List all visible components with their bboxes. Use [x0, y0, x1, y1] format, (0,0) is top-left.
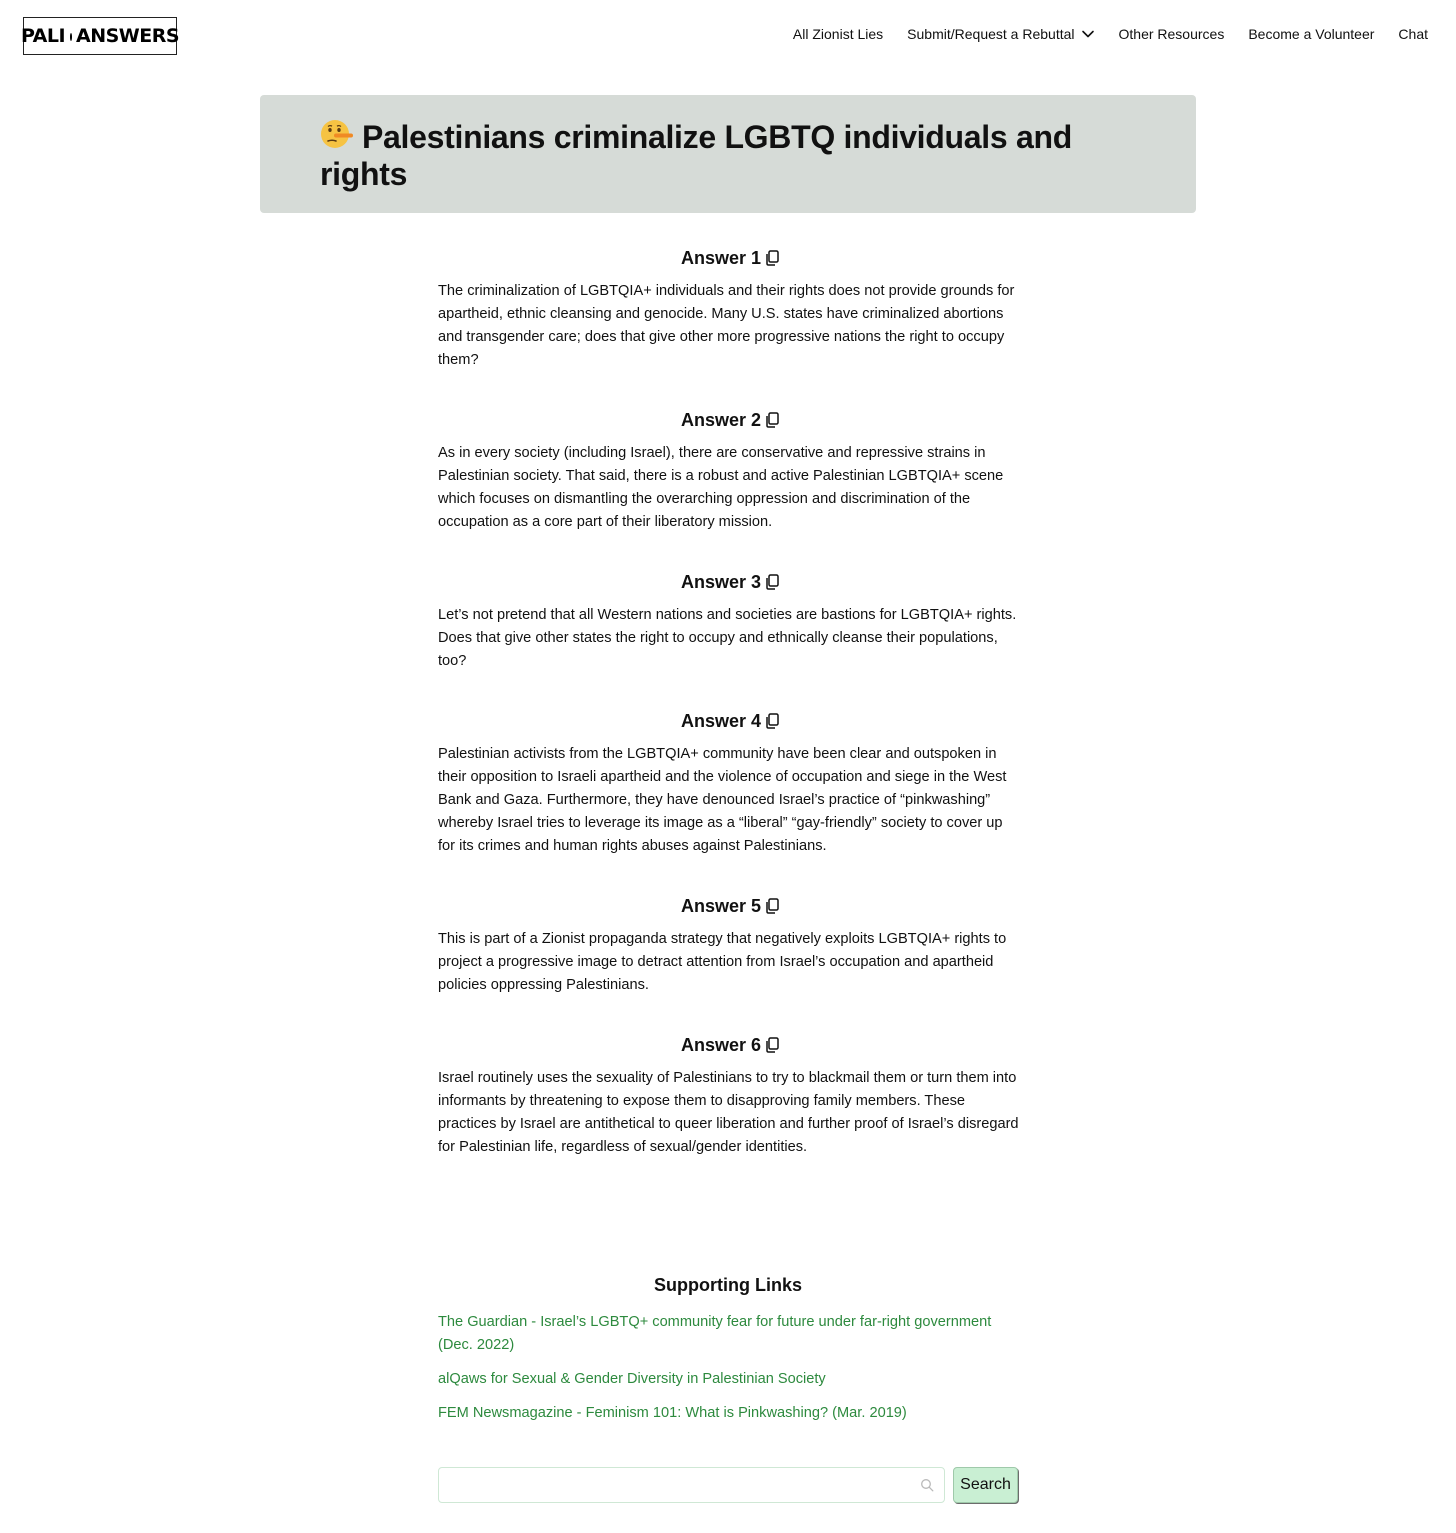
copy-icon[interactable]: [765, 574, 779, 590]
site-logo[interactable]: [20, 17, 180, 55]
lying-face-icon: [320, 117, 354, 151]
supporting-link-fem-newsmagazine[interactable]: FEM Newsmagazine - Feminism 101: What is Pinkwashing? (Mar. 2019): [438, 1405, 907, 1421]
nav-label: All Zionist Lies: [792, 26, 884, 42]
search-icon: [920, 1478, 934, 1492]
supporting-links-heading: Supporting Links: [654, 1275, 802, 1295]
search-bar: [438, 1467, 1018, 1503]
answer-text: As in every society (including Israel), there are conservative and repressive strains in Palestinian society. That said, there is a robust and active Palestinian LGBTQIA+ scene which focuses on dismantling the overarching oppression and discrimination of the occupation as a core part of their liberatory mission.: [438, 445, 1004, 530]
answer-text: Palestinian activists from the LGBTQIA+ community have been clear and outspoken in their opposition to Israeli apartheid and the violence of occupation and siege in the West Bank and Gaza. Furthermore, they have denounced Israel’s practice of “pinkwashing” whereby Israel tries to leverage its image as a “liberal” “gay-friendly” society to cover up for its crimes and human rights abuses against Palestinians.: [438, 746, 1007, 854]
copy-icon[interactable]: [765, 713, 779, 729]
answer-heading: [438, 246, 1022, 270]
answer-heading-text: Answer 2: [680, 410, 762, 430]
answer-heading: [438, 570, 1022, 594]
nav-submit-request-rebuttal[interactable]: [907, 26, 1094, 42]
answer-heading-text: Answer 5: [680, 896, 762, 916]
nav-label: Submit/Request a Rebuttal: [907, 26, 1075, 42]
chevron-down-icon[interactable]: [1081, 27, 1095, 41]
supporting-link-alqaws[interactable]: alQaws for Sexual & Gender Diversity in Palestinian Society: [438, 1371, 826, 1387]
logo-text-left: PALI: [20, 25, 66, 47]
answer-text: Let’s not pretend that all Western nations and societies are bastions for LGBTQIA+ rights. Does that give other states the right to occupy and ethnically cleanse their populations, too?: [438, 607, 1017, 669]
nav-label: Chat: [1398, 26, 1428, 42]
answer-item: [438, 894, 1022, 997]
copy-icon[interactable]: [765, 412, 779, 428]
nav-become-volunteer[interactable]: [1248, 26, 1374, 42]
logo-text-right: ANSWERS: [76, 25, 180, 47]
title-banner: [260, 95, 1196, 213]
answer-text: Israel routinely uses the sexuality of Palestinians to try to blackmail them or turn them into informants by threatening to expose them to disapproving family members. These practices by Israel are antithetical to queer liberation and further proof of Israel’s disregard for Palestinian life, regardless of sexual/gender identities.: [438, 1070, 1019, 1155]
nav-label: Other Resources: [1118, 26, 1225, 42]
answer-heading: [438, 1033, 1022, 1057]
nav-chat[interactable]: [1398, 26, 1428, 42]
answer-heading: [438, 709, 1022, 733]
nav-other-resources[interactable]: [1119, 26, 1225, 42]
page-title-heading: [320, 117, 1136, 193]
answer-item: [438, 1033, 1022, 1159]
answer-heading-text: Answer 6: [680, 1035, 762, 1055]
supporting-links: [438, 1273, 1018, 1436]
supporting-link-guardian[interactable]: The Guardian - Israel’s LGBTQ+ community fear for future under far-right government (Dec. 2022): [438, 1314, 992, 1353]
answer-item: [438, 246, 1022, 372]
answer-heading: [438, 894, 1022, 918]
answer-text: This is part of a Zionist propaganda strategy that negatively exploits LGBTQIA+ rights to project a progressive image to detract attention from Israel’s occupation and apartheid policies oppressing Palestinians.: [438, 931, 1007, 993]
answer-item: [438, 408, 1022, 534]
answer-item: [438, 570, 1022, 673]
answer-item: [438, 709, 1022, 858]
copy-icon[interactable]: [765, 250, 779, 266]
main-nav: [793, 26, 1428, 42]
answer-heading: [438, 408, 1022, 432]
answer-text: The criminalization of LGBTQIA+ individuals and their rights does not provide grounds for apartheid, ethnic cleansing and genocide. Many U.S. states have criminalized abortions and transgender care; does that give other more progressive nations the right to occupy them?: [438, 283, 1015, 368]
nav-all-zionist-lies[interactable]: [793, 26, 883, 42]
nav-label: Become a Volunteer: [1248, 26, 1375, 42]
speech-bubble-icon: [70, 33, 72, 41]
page-title: Palestinians criminalize LGBTQ individuals and rights: [320, 119, 1072, 192]
answer-heading-text: Answer 3: [680, 572, 762, 592]
answer-heading-text: Answer 4: [680, 711, 762, 731]
answers-list: [438, 246, 1022, 1195]
search-input-wrapper: [438, 1467, 945, 1503]
search-button[interactable]: Search: [953, 1467, 1018, 1503]
search-input[interactable]: [439, 1468, 944, 1502]
copy-icon[interactable]: [765, 898, 779, 914]
answer-heading-text: Answer 1: [680, 248, 762, 268]
copy-icon[interactable]: [765, 1037, 779, 1053]
